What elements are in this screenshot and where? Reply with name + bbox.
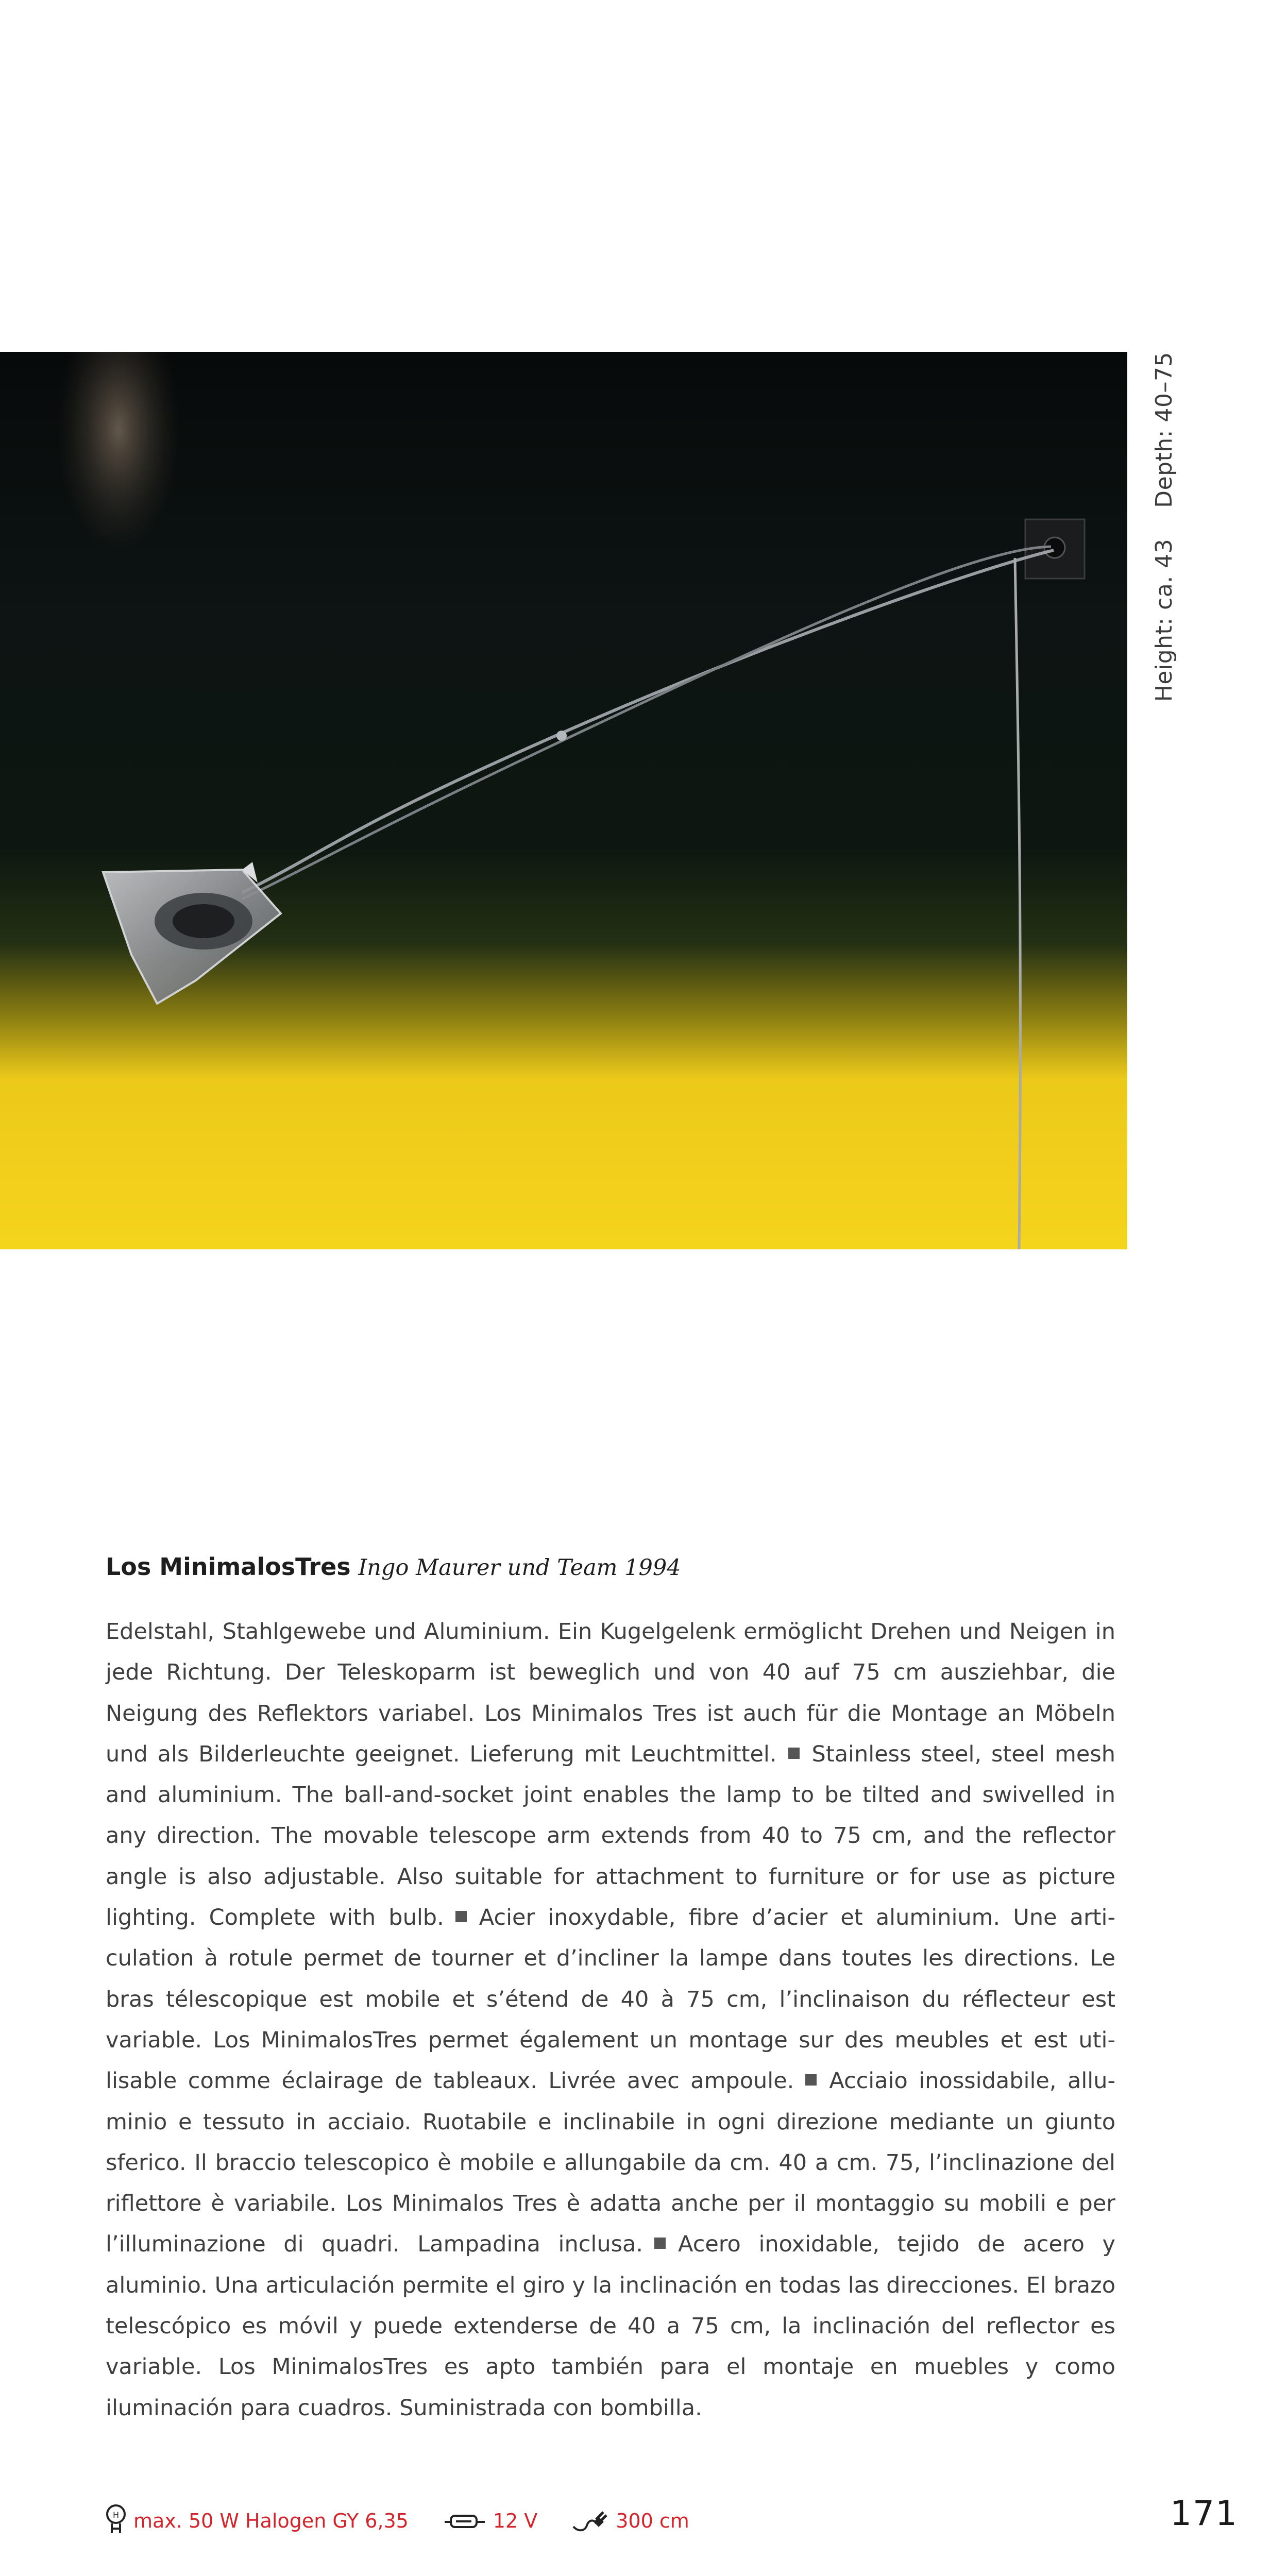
technical-specs	[106, 2503, 689, 2539]
separator-square-icon	[654, 2238, 666, 2249]
separator-square-icon	[805, 2074, 817, 2086]
separator-square-icon	[788, 1748, 800, 1759]
product-description	[106, 1612, 1115, 2429]
transformer-icon	[444, 2511, 486, 2531]
description-english: Stainless steel, steel mesh and aluminium. The ball-and-socket joint enables the lamp to be tilted and swivelled in any direction. The movable telescope arm extends from 40 to 75 cm, and the reflector angle is also adjustable. Also suitable for attachment to furniture or for use as picture lighting. Complete with bulb.	[106, 1741, 1115, 1931]
description-italian: Acciaio inossidabile, allu-minio e tessuto in acciaio. Ruotabile e inclinabile in ogni direzione mediante un giunto sferico. Il braccio telescopico è mobile e allungabile da cm. 40 a cm. 75, l’inclinazione del riflettore è variabile. Los Minimalos Tres è adatta anche per il montaggio su mobili e per l’illuminazione di quadri. Lampadina inclusa.	[106, 2068, 1116, 2258]
product-photo	[0, 352, 1127, 1249]
cable-icon	[572, 2508, 608, 2534]
page-number: 171	[1170, 2494, 1238, 2533]
dimensions-label	[1146, 352, 1182, 702]
depth-text: Depth: 40–75	[1150, 352, 1177, 508]
height-text: Height: ca. 43	[1150, 538, 1177, 702]
cable-spec: 300 cm	[616, 2510, 689, 2532]
voltage-spec: 12 V	[493, 2510, 538, 2532]
product-name: Los MinimalosTres	[106, 1553, 351, 1581]
description-german: Edelstahl, Stahlgewebe und Aluminium. Ein Kugelgelenk ermöglicht Drehen und Neigen in jede Richtung. Der Teleskoparm ist beweglich und von 40 auf 75 cm ausziehbar, die Neigung des Reflektors variabel. Los Minimalos Tres ist auch für die Montage an Möbeln und als Bilderleuchte geeignet. Lieferung mit Leuchtmittel.	[106, 1619, 1115, 1767]
bulb-icon	[106, 2504, 126, 2538]
arm-joint	[556, 731, 567, 741]
separator-square-icon	[455, 1911, 467, 1922]
lamp-photo-svg	[0, 352, 1127, 1249]
svg-text:H: H	[112, 2510, 120, 2520]
bulb-spec: max. 50 W Halogen GY 6,35	[133, 2510, 409, 2532]
description-french: Acier inoxydable, fibre d’acier et aluminium. Une arti-culation à rotule permet de tourner et d’incliner la lampe dans toutes les directions. Le bras télescopique est mobile et s’étend de 40 à 75 cm, l’inclinaison du réflecteur est variable. Los MinimalosTres permet également un montage sur des meubles et est uti-lisable comme éclairage de tableaux. Livrée avec ampoule.	[106, 1905, 1116, 2094]
description-spanish: Acero inoxidable, tejido de acero y aluminio. Una articulación permite el giro y la inclinación en todas las direcciones. El brazo telescópico es móvil y puede extenderse de 40 a 75 cm, la inclinación del reflector es variable. Los MinimalosTres es apto también para el montaje en muebles y como iluminación para cuadros. Suministrada con bombilla.	[106, 2231, 1115, 2421]
product-title	[106, 1549, 1115, 1586]
product-designer: Ingo Maurer und Team 1994	[358, 1555, 681, 1581]
